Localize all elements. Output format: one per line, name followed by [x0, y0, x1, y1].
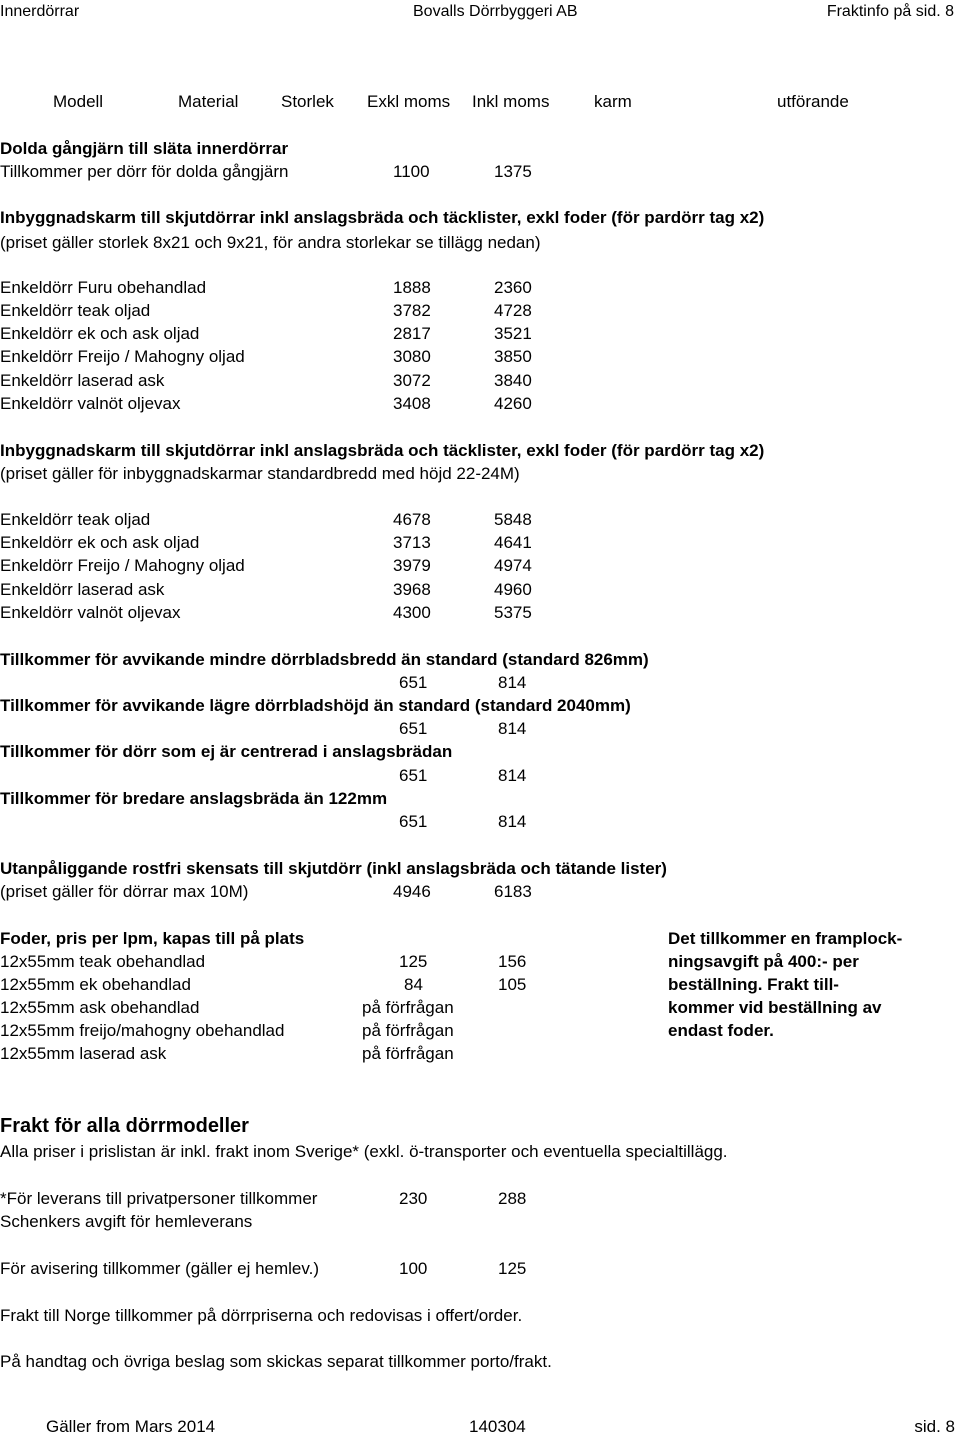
foder-title: Foder, pris per lpm, kapas till på plats — [0, 929, 305, 948]
column-utforande: utförande — [777, 92, 849, 111]
price-inkl: 4728 — [494, 301, 532, 320]
price-inkl: 6183 — [494, 882, 532, 901]
row-label: Enkeldörr laserad ask — [0, 580, 165, 599]
row-label: Enkeldörr Freijo / Mahogny oljad — [0, 556, 245, 575]
foder-note-line: endast foder. — [668, 1021, 774, 1040]
price-exkl: 2817 — [393, 324, 431, 343]
section-title: Dolda gångjärn till släta innerdörrar — [0, 139, 289, 158]
price-exkl: 4300 — [393, 603, 431, 622]
row-label: Enkeldörr teak oljad — [0, 510, 151, 529]
row-label: Enkeldörr valnöt oljevax — [0, 394, 181, 413]
row-label: Enkeldörr ek och ask oljad — [0, 324, 200, 343]
price-exkl: 4678 — [393, 510, 431, 529]
row-label: (priset gäller för dörrar max 10M) — [0, 882, 249, 901]
row-label: 12x55mm freijo/mahogny obehandlad — [0, 1021, 285, 1040]
price-exkl: på förfrågan — [362, 1021, 454, 1040]
price-inkl: 814 — [498, 812, 527, 831]
price-exkl: 4946 — [393, 882, 431, 901]
column-karm: karm — [594, 92, 632, 111]
price-inkl: 5375 — [494, 603, 532, 622]
footer-center: 140304 — [469, 1417, 526, 1436]
column-material: Material — [178, 92, 239, 111]
surcharge-title: Tillkommer för dörr som ej är centrerad i anslagsbrädan — [0, 742, 453, 761]
row-label: Enkeldörr Freijo / Mahogny oljad — [0, 347, 245, 366]
price-exkl: 651 — [399, 673, 428, 692]
footer-left: Gäller from Mars 2014 — [46, 1417, 216, 1436]
header-right: Fraktinfo på sid. 8 — [826, 3, 954, 20]
price-inkl: 2360 — [494, 278, 532, 297]
foder-note-line: kommer vid beställning av — [668, 998, 882, 1017]
column-inkl-moms: Inkl moms — [472, 92, 550, 111]
surcharge-title: Tillkommer för avvikande mindre dörrbladsbredd än standard (standard 826mm) — [0, 650, 649, 669]
header-center: Bovalls Dörrbyggeri AB — [413, 3, 578, 20]
surcharge-title: Tillkommer för bredare anslagsbräda än 122mm — [0, 789, 388, 808]
price-inkl: 288 — [498, 1189, 527, 1208]
footer-right: sid. 8 — [914, 1417, 955, 1436]
price-exkl: 651 — [399, 766, 428, 785]
column-modell: Modell — [53, 92, 104, 111]
section-title: Inbyggnadskarm till skjutdörrar inkl anslagsbräda och täcklister, exkl foder (för pardörr tag x2) — [0, 208, 765, 227]
price-inkl: 3521 — [494, 324, 532, 343]
price-inkl: 814 — [498, 673, 527, 692]
price-inkl: 125 — [498, 1259, 527, 1278]
row-label: Enkeldörr ek och ask oljad — [0, 533, 200, 552]
header-left: Innerdörrar — [0, 3, 80, 20]
section-title: Inbyggnadskarm till skjutdörrar inkl anslagsbräda och täcklister, exkl foder (för pardörr tag x2) — [0, 441, 765, 460]
price-exkl: 3080 — [393, 347, 431, 366]
price-exkl: 100 — [399, 1259, 428, 1278]
section-note: (priset gäller storlek 8x21 och 9x21, för andra storlekar se tillägg nedan) — [0, 233, 541, 252]
price-inkl: 4641 — [494, 533, 532, 552]
row-label: 12x55mm ask obehandlad — [0, 998, 200, 1017]
handtag-text: På handtag och övriga beslag som skickas separat tillkommer porto/frakt. — [0, 1352, 552, 1371]
row-label: *För leverans till privatpersoner tillkommer — [0, 1189, 318, 1208]
price-exkl: 651 — [399, 719, 428, 738]
price-inkl: 3840 — [494, 371, 532, 390]
price-exkl: 125 — [399, 952, 428, 971]
price-exkl: 3782 — [393, 301, 431, 320]
price-inkl: 156 — [498, 952, 527, 971]
norge-text: Frakt till Norge tillkommer på dörrpriserna och redovisas i offert/order. — [0, 1306, 523, 1325]
price-exkl: 3072 — [393, 371, 431, 390]
row-label: 12x55mm ek obehandlad — [0, 975, 191, 994]
row-label: 12x55mm teak obehandlad — [0, 952, 206, 971]
column-exkl-moms: Exkl moms — [367, 92, 451, 111]
price-exkl: 651 — [399, 812, 428, 831]
schenker-text: Schenkers avgift för hemleverans — [0, 1212, 253, 1231]
price-exkl: 3968 — [393, 580, 431, 599]
price-exkl: 1100 — [393, 162, 430, 181]
row-label: Enkeldörr teak oljad — [0, 301, 151, 320]
price-inkl: 1375 — [494, 162, 532, 181]
price-inkl: 4960 — [494, 580, 532, 599]
row-label: 12x55mm laserad ask — [0, 1044, 167, 1063]
price-inkl: 4974 — [494, 556, 532, 575]
foder-note-line: ningsavgift på 400:- per — [668, 952, 859, 971]
row-label: För avisering tillkommer (gäller ej hemlev.) — [0, 1259, 319, 1278]
price-exkl: 84 — [404, 975, 423, 994]
section-note: (priset gäller för inbyggnadskarmar standardbredd med höjd 22-24M) — [0, 464, 520, 483]
price-exkl: på förfrågan — [362, 1044, 454, 1063]
price-inkl: 3850 — [494, 347, 532, 366]
price-exkl: 3979 — [393, 556, 431, 575]
price-exkl: på förfrågan — [362, 998, 454, 1017]
row-label: Tillkommer per dörr för dolda gångjärn — [0, 162, 289, 181]
column-storlek: Storlek — [281, 92, 334, 111]
price-inkl: 5848 — [494, 510, 532, 529]
foder-note-line: beställning. Frakt till- — [668, 975, 839, 994]
section-title: Utanpåliggande rostfri skensats till skjutdörr (inkl anslagsbräda och tätande lister) — [0, 859, 667, 878]
price-exkl: 1888 — [393, 278, 431, 297]
price-inkl: 4260 — [494, 394, 532, 413]
foder-note-line: Det tillkommer en framplock- — [668, 929, 903, 948]
frakt-title: Frakt för alla dörrmodeller — [0, 1115, 249, 1137]
price-exkl: 230 — [399, 1189, 428, 1208]
surcharge-title: Tillkommer för avvikande lägre dörrbladshöjd än standard (standard 2040mm) — [0, 696, 631, 715]
price-exkl: 3408 — [393, 394, 431, 413]
price-inkl: 105 — [498, 975, 527, 994]
price-exkl: 3713 — [393, 533, 431, 552]
row-label: Enkeldörr Furu obehandlad — [0, 278, 207, 297]
frakt-intro: Alla priser i prislistan är inkl. frakt inom Sverige* (exkl. ö-transporter och eventuella specialtillägg. — [0, 1142, 728, 1161]
row-label: Enkeldörr laserad ask — [0, 371, 165, 390]
price-inkl: 814 — [498, 719, 527, 738]
price-inkl: 814 — [498, 766, 527, 785]
row-label: Enkeldörr valnöt oljevax — [0, 603, 181, 622]
